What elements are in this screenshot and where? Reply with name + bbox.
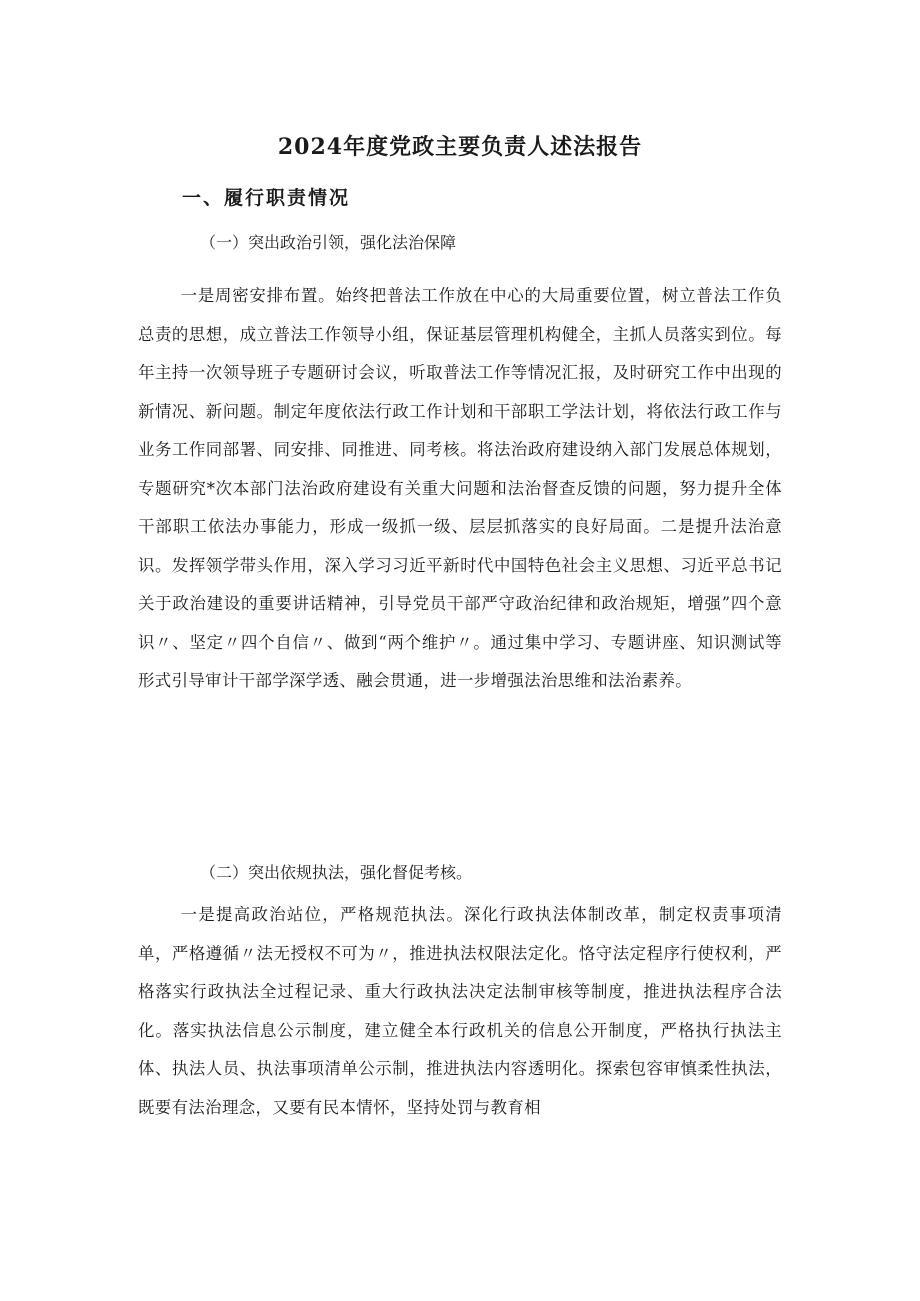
subsection-heading-political-guidance: （一）突出政治引领，强化法治保障: [200, 233, 457, 252]
section-heading-duties: 一、履行职责情况: [182, 187, 351, 209]
document-title: 2024年度党政主要负责人述法报告: [277, 134, 643, 160]
paragraph-political-guidance: 一是周密安排布置。始终把普法工作放在中心的大局重要位置，树立普法工作负总责的思想，成立普法工作领导小组，保证基层管理机构健全，主抓人员落实到位。每年主持一次领导班子专题研讨会议，听取普法工作等情况汇报，及时研究工作中出现的新情况、新问题。制定年度依法行政工作计划和干部职工学法计划，将依法行政工作与业务工作同部署、同安排、同推进、同考核。将法治政府建设纳入部门发展总体规划，专题研究*次本部门法治政府建设有关重大问题和法治督查反馈的问题，努力提升全体干部职工依法办事能力，形成一级抓一级、层层抓落实的良好局面。二是提升法治意识。发挥领学带头作用，深入学习习近平新时代中国特色社会主义思想、习近平总书记关于政治建设的重要讲话精神，引导党员干部严守政治纪律和政治规矩，增强”四个意识〃、坚定〃四个自信〃、做到“两个维护〃。通过集中学习、专题讲座、知识测试等形式引导审计干部学深学透、融会贯通，进一步增强法治思维和法治素养。: [138, 286, 782, 690]
subsection-heading-law-enforcement: （二）突出依规执法，强化督促考核。: [200, 863, 473, 882]
paragraph-law-enforcement: 一是提高政治站位，严格规范执法。深化行政执法体制改革，制定权责事项清单，严格遵循〃法无授权不可为〃，推进执法权限法定化。恪守法定程序行使权利，严格落实行政执法全过程记录、重大行政执法决定法制审核等制度，推进执法程序合法化。落实执法信息公示制度，建立健全本行政机关的信息公开制度，严格执行执法主体、执法人员、执法事项清单公示制，推进执法内容透明化。探索包容审慎柔性执法，既要有法治理念，又要有民本情怀，坚持处罚与教育相: [138, 905, 782, 1117]
